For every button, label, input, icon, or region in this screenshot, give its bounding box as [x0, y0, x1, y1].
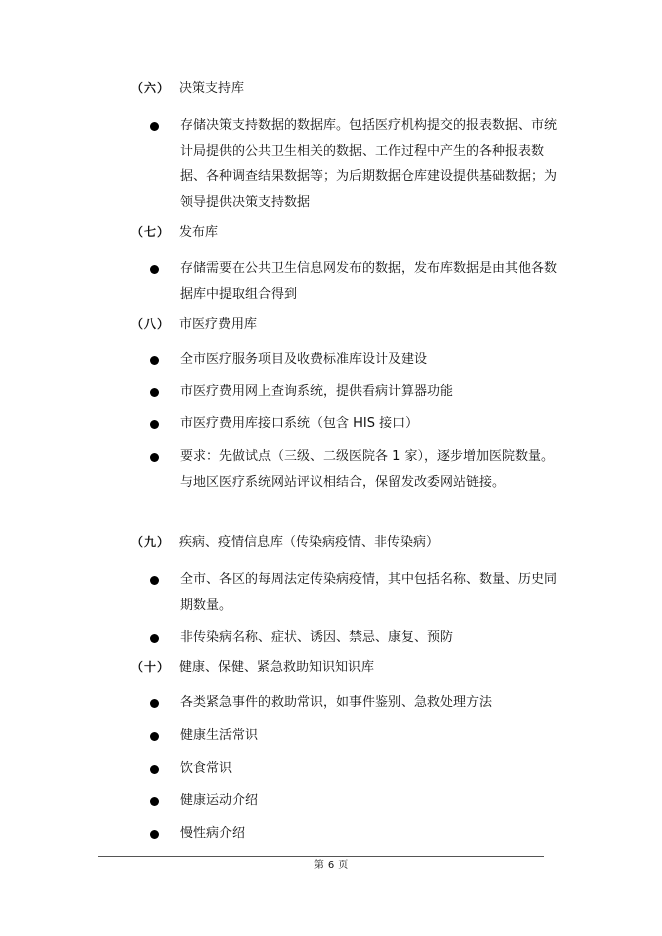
list-item-text: 市医疗费用库接口系统（包含 HIS 接口）	[180, 416, 419, 431]
bullet-icon	[150, 453, 159, 462]
list-item-text: 非传染病名称、症状、诱因、禁忌、康复、预防	[180, 630, 454, 645]
section-title: 疾病、疫情信息库（传染病疫情、非传染病）	[179, 535, 440, 550]
bullet-icon	[150, 265, 159, 274]
section-number: （八）	[131, 317, 171, 331]
list-item-text: 市医疗费用网上查询系统，提供看病计算器功能	[180, 384, 454, 399]
section-title: 决策支持库	[179, 81, 245, 96]
page-number: 6	[327, 860, 335, 871]
page-footer	[0, 859, 662, 873]
section-heading-6	[131, 78, 244, 98]
bullet-icon	[150, 420, 159, 429]
list-item-text: 各类紧急事件的救助常识，如事件鉴别、急救处理方法	[180, 695, 493, 710]
bullet-icon	[150, 576, 159, 585]
bullet-icon	[150, 122, 159, 131]
list-item-text: 要求：先做试点（三级、二级医院各 1 家），逐步增加医院数量。与地区医疗系统网站评议相结合，保留发改委网站链接。	[180, 449, 555, 490]
section-heading-8	[131, 314, 257, 334]
list-item-text: 饮食常识	[180, 761, 233, 776]
list-item-text: 存储决策支持数据的数据库。包括医疗机构提交的报表数据、市统计局提供的公共卫生相关的数据、工作过程中产生的各种报表数据、各种调查结果数据等；为后期数据仓库建设提供基础数据；为领导提供决策支持数据	[180, 118, 558, 210]
list-item-text: 全市医疗服务项目及收费标准库设计及建设	[180, 352, 428, 367]
section-heading-7	[131, 222, 218, 242]
bullet-icon	[150, 356, 159, 365]
section-number: （六）	[131, 81, 171, 95]
section-title: 市医疗费用库	[179, 317, 258, 332]
list-item-text: 健康运动介绍	[180, 793, 259, 808]
list-item-text: 健康生活常识	[180, 728, 259, 743]
section-number: （九）	[131, 535, 171, 549]
bullet-icon	[150, 797, 159, 806]
section-title: 发布库	[179, 225, 219, 240]
section-number: （十）	[131, 660, 171, 674]
section-heading-10	[131, 657, 374, 677]
list-item-text: 全市、各区的每周法定传染病疫情，其中包括名称、数量、历史同期数量。	[180, 572, 558, 613]
footer-divider	[98, 856, 544, 857]
bullet-icon	[150, 388, 159, 397]
bullet-icon	[150, 830, 159, 839]
bullet-icon	[150, 732, 159, 741]
page-number-prefix: 第	[313, 860, 324, 871]
list-item-text: 存储需要在公共卫生信息网发布的数据，发布库数据是由其他各数据库中提取组合得到	[180, 261, 558, 302]
bullet-icon	[150, 765, 159, 774]
section-title: 健康、保健、紧急救助知识知识库	[179, 660, 375, 675]
section-number: （七）	[131, 225, 171, 239]
section-heading-9	[131, 532, 439, 552]
bullet-icon	[150, 699, 159, 708]
bullet-icon	[150, 634, 159, 643]
page-number-suffix: 页	[338, 860, 349, 871]
list-item-text: 慢性病介绍	[180, 826, 246, 841]
